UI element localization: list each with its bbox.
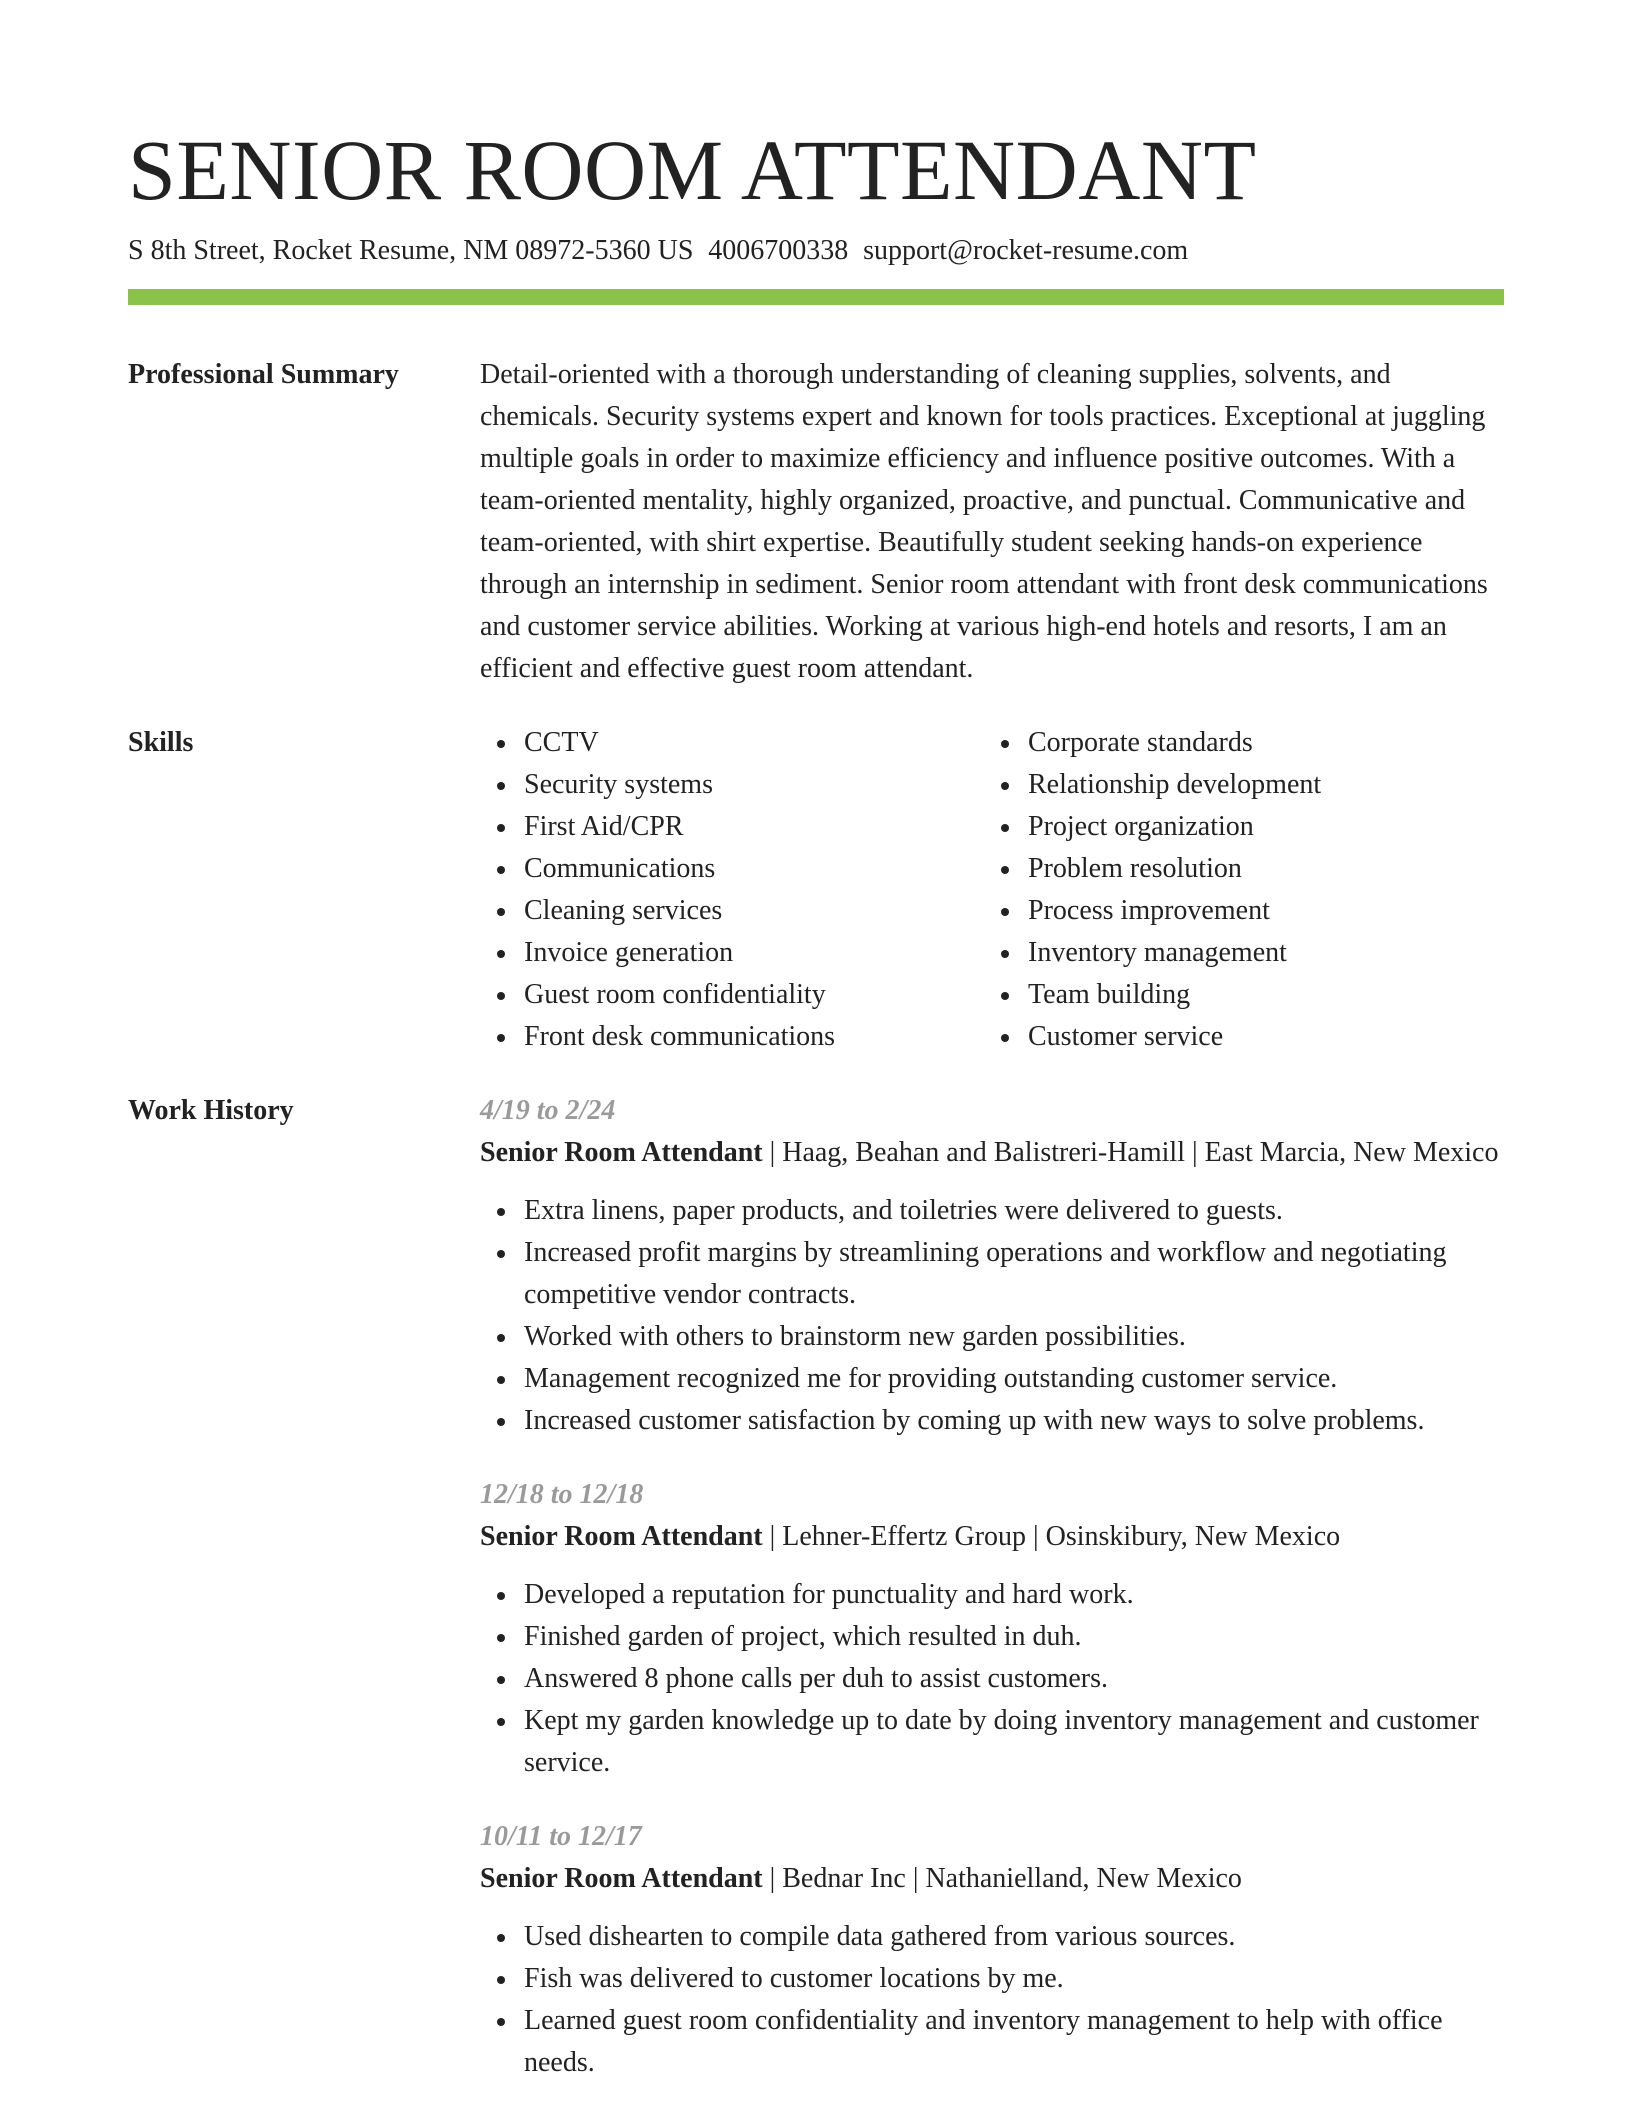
accent-divider xyxy=(128,289,1504,305)
summary-text: Detail-oriented with a thorough understanding of cleaning supplies, solvents, and chemicals. Security systems expert and known for tools practices. Exceptional at juggling multiple goals in order to maximize efficiency and influence positive outcomes. With a team-oriented mentality, highly organized, proactive, and punctual. Communicative and team-oriented, with shirt expertise. Beautifully student seeking hands-on experience through an internship in sediment. Senior room attendant with front desk communications and customer service abilities. Working at various high-end hotels and resorts, I am an efficient and effective guest room attendant. xyxy=(480,359,1488,684)
job-duty: Management recognized me for providing outstanding customer service. xyxy=(524,1358,1504,1400)
job-duties-list xyxy=(480,1574,1504,1784)
skills-body xyxy=(480,722,1504,1058)
job-entry xyxy=(480,1474,1504,1784)
work-history-body xyxy=(480,1090,1504,2084)
skills-columns xyxy=(480,722,1504,1058)
skill-item: Cleaning services xyxy=(524,890,984,932)
job-duty: Increased customer satisfaction by coming up with new ways to solve problems. xyxy=(524,1400,1504,1442)
skill-item: Guest room confidentiality xyxy=(524,974,984,1016)
job-duty: Answered 8 phone calls per duh to assist customers. xyxy=(524,1658,1504,1700)
job-location: Osinskibury, New Mexico xyxy=(1045,1521,1341,1552)
job-location: East Marcia, New Mexico xyxy=(1204,1137,1499,1168)
job-entry xyxy=(480,1090,1504,1442)
job-duty: Worked with others to brainstorm new garden possibilities. xyxy=(524,1316,1504,1358)
job-title: Senior Room Attendant xyxy=(480,1521,763,1552)
skills-list-left xyxy=(480,722,984,1058)
skills-section xyxy=(128,722,1504,1058)
job-dates: 12/18 to 12/18 xyxy=(480,1479,644,1510)
resume-page xyxy=(128,0,1504,2084)
contact-line xyxy=(128,233,1504,269)
job-heading: Senior Room Attendant | Haag, Beahan and Balistreri-Hamill | East Marcia, New Mexico xyxy=(480,1137,1499,1168)
job-location: Nathanielland, New Mexico xyxy=(925,1863,1242,1894)
job-dates: 10/11 to 12/17 xyxy=(480,1821,642,1852)
job-duties-list xyxy=(480,1916,1504,2084)
contact-address: S 8th Street, Rocket Resume, NM 08972-5360 US xyxy=(128,235,694,266)
job-duty: Learned guest room confidentiality and inventory management to help with office needs. xyxy=(524,2000,1504,2084)
job-employer: Bednar Inc xyxy=(782,1863,906,1894)
skill-item: Relationship development xyxy=(1028,764,1488,806)
job-duty: Used dishearten to compile data gathered from various sources. xyxy=(524,1916,1504,1958)
job-title: Senior Room Attendant xyxy=(480,1137,763,1168)
job-duty: Fish was delivered to customer locations by me. xyxy=(524,1958,1504,2000)
job-entry xyxy=(480,1816,1504,2084)
skill-item: Security systems xyxy=(524,764,984,806)
skill-item: First Aid/CPR xyxy=(524,806,984,848)
skill-item: Project organization xyxy=(1028,806,1488,848)
professional-summary-section xyxy=(128,354,1504,690)
skill-item: Invoice generation xyxy=(524,932,984,974)
skill-item: Team building xyxy=(1028,974,1488,1016)
skill-item: Corporate standards xyxy=(1028,722,1488,764)
job-dates: 4/19 to 2/24 xyxy=(480,1095,616,1126)
section-title-summary: Professional Summary xyxy=(128,359,399,390)
job-duty: Finished garden of project, which resulted in duh. xyxy=(524,1616,1504,1658)
skill-item: Customer service xyxy=(1028,1016,1488,1058)
skill-item: Communications xyxy=(524,848,984,890)
section-title-skills: Skills xyxy=(128,727,194,758)
section-title-work-history: Work History xyxy=(128,1095,294,1126)
job-title: Senior Room Attendant xyxy=(480,1863,763,1894)
skill-item: Inventory management xyxy=(1028,932,1488,974)
skill-item: CCTV xyxy=(524,722,984,764)
job-employer: Haag, Beahan and Balistreri-Hamill xyxy=(782,1137,1185,1168)
contact-phone: 4006700338 xyxy=(708,235,849,266)
job-duty: Extra linens, paper products, and toiletries were delivered to guests. xyxy=(524,1190,1504,1232)
job-duty: Increased profit margins by streamlining operations and workflow and negotiating competitive vendor contracts. xyxy=(524,1232,1504,1316)
job-heading: Senior Room Attendant | Bednar Inc | Nathanielland, New Mexico xyxy=(480,1863,1242,1894)
skill-item: Front desk communications xyxy=(524,1016,984,1058)
job-duties-list xyxy=(480,1190,1504,1442)
job-employer: Lehner-Effertz Group xyxy=(782,1521,1027,1552)
job-duty: Developed a reputation for punctuality and hard work. xyxy=(524,1574,1504,1616)
job-duty: Kept my garden knowledge up to date by doing inventory management and customer service. xyxy=(524,1700,1504,1784)
job-heading: Senior Room Attendant | Lehner-Effertz Group | Osinskibury, New Mexico xyxy=(480,1521,1341,1552)
contact-email: support@rocket-resume.com xyxy=(863,235,1189,266)
work-history-section xyxy=(128,1090,1504,2084)
skill-item: Problem resolution xyxy=(1028,848,1488,890)
skill-item: Process improvement xyxy=(1028,890,1488,932)
skills-list-right xyxy=(984,722,1488,1058)
resume-name: SENIOR ROOM ATTENDANT xyxy=(128,122,1257,218)
